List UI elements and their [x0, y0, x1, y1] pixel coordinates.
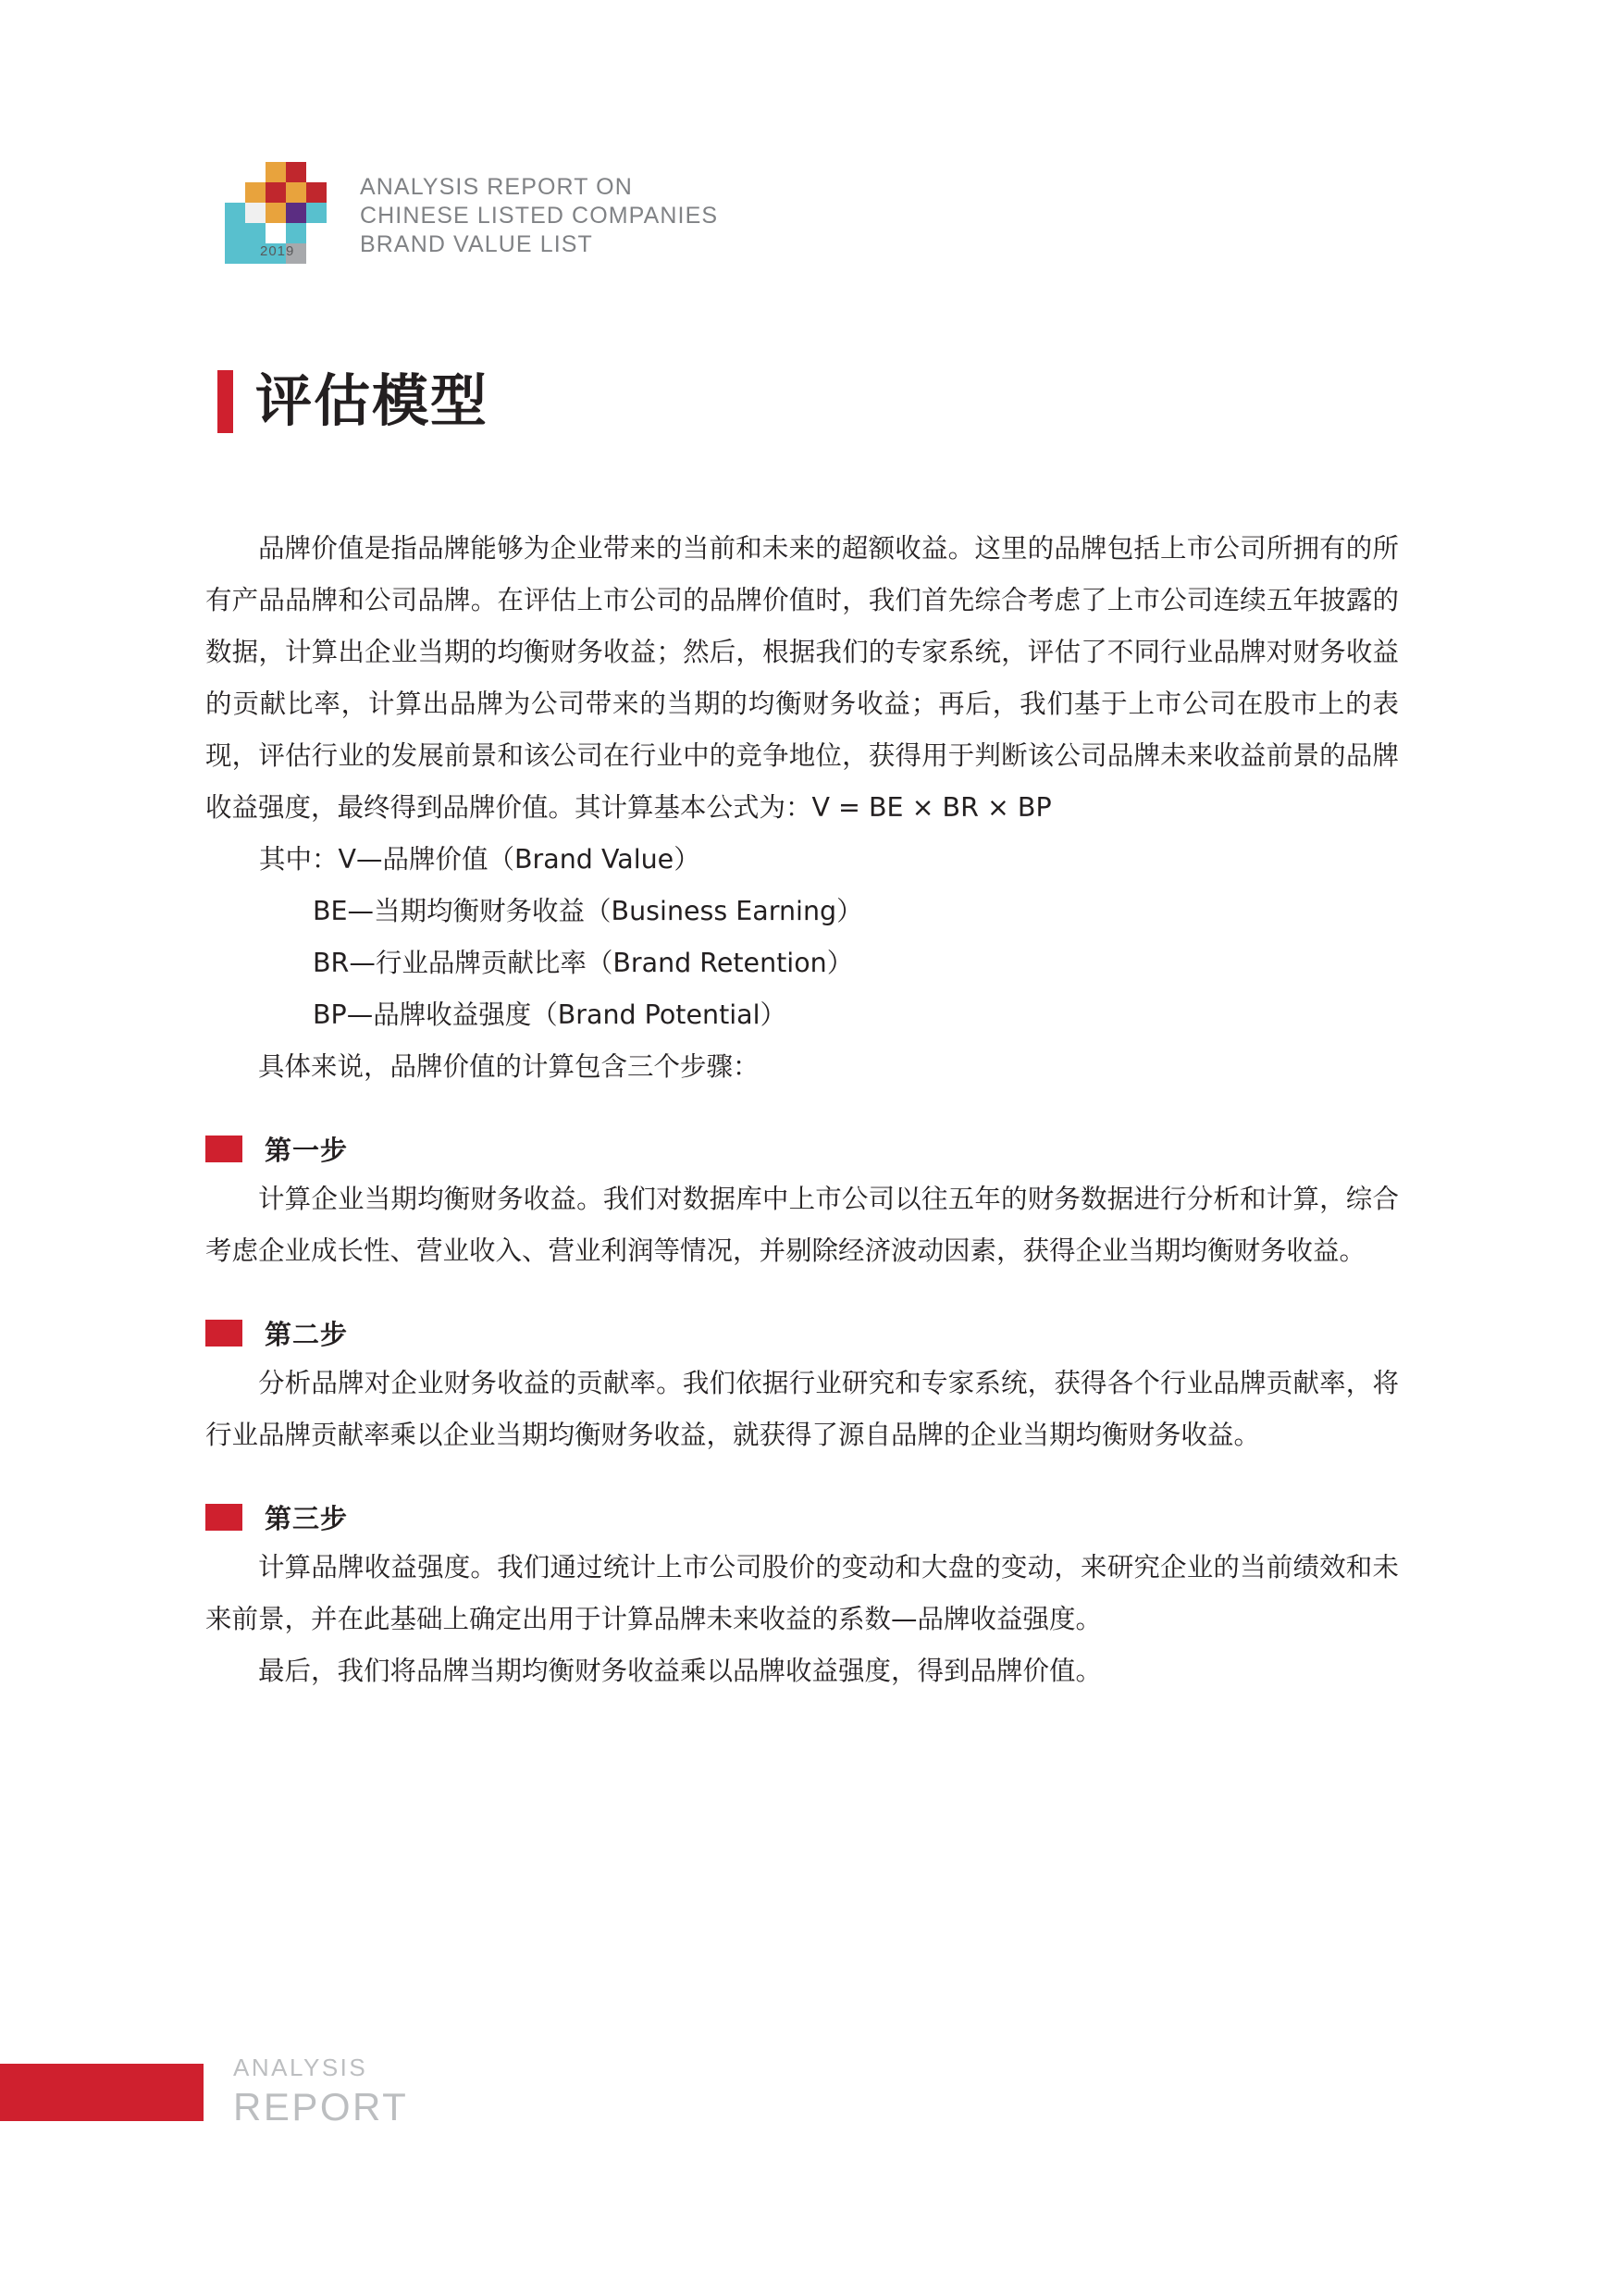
- step-body-1: 计算企业当期均衡财务收益。我们对数据库中上市公司以往五年的财务数据进行分析和计算，综合考虑企业成长性、营业收入、营业利润等情况，并剔除经济波动因素，获得企业当期均衡财务收益。: [205, 1184, 1399, 1266]
- step-body-2: 分析品牌对企业财务收益的贡献率。我们依据行业研究和专家系统，获得各个行业品牌贡献率，将行业品牌贡献率乘以企业当期均衡财务收益，就获得了源自品牌的企业当期均衡财务收益。: [205, 1368, 1399, 1450]
- step-heading-3: [205, 1498, 1399, 1536]
- logo-tile: [306, 203, 327, 223]
- header-line-3: BRAND VALUE LIST: [360, 231, 593, 257]
- footer-bottom-text: REPORT: [233, 2085, 409, 2128]
- logo-year-label: 2019: [260, 243, 295, 259]
- logo-tile: [225, 243, 245, 264]
- logo-tile: [266, 203, 286, 223]
- logo-tile: [286, 182, 306, 203]
- footer-label: [233, 2053, 408, 2130]
- step-heading-1: [205, 1130, 1399, 1168]
- legend-item-v: 其中：V—品牌价值（Brand Value）: [259, 844, 700, 875]
- intro-paragraph: 品牌价值是指品牌能够为企业带来的当前和未来的超额收益。这里的品牌包括上市公司所拥有的所有产品品牌和公司品牌。在评估上市公司的品牌价值时，我们首先综合考虑了上市公司连续五年披露的数据，计算出企业当期的均衡财务收益；然后，根据我们的专家系统，评估了不同行业品牌对财务收益的贡献比率，计算出品牌为公司带来的当期的均衡财务收益；再后，我们基于上市公司在股市上的表现，评估行业的发展前景和该公司在行业中的竞争地位，获得用于判断该公司品牌未来收益前景的品牌收益强度，最终得到品牌价值。其计算基本公式为：V = BE × BR × BP: [205, 533, 1399, 823]
- logo-tile: [286, 223, 306, 243]
- step-body-3: 计算品牌收益强度。我们通过统计上市公司股价的变动和大盘的变动，来研究企业的当前绩效和未来前景，并在此基础上确定出用于计算品牌未来收益的系数—品牌收益强度。: [205, 1552, 1399, 1634]
- brand-logo-icon: [225, 162, 334, 271]
- step-label-2: 第二步: [265, 1319, 349, 1350]
- document-body: [205, 523, 1399, 1697]
- formula-legend: [205, 834, 1399, 1041]
- legend-item-be: BE—当期均衡财务收益（Business Earning）: [313, 896, 863, 926]
- page-title: [217, 370, 488, 433]
- header-line-1: ANALYSIS REPORT ON: [360, 174, 633, 200]
- report-header: [225, 162, 718, 271]
- step-marker-icon: [205, 1320, 242, 1347]
- footer-accent-bar: [0, 2064, 204, 2121]
- logo-tile: [225, 203, 245, 223]
- logo-tile: [266, 182, 286, 203]
- legend-item-br: BR—行业品牌贡献比率（Brand Retention）: [313, 948, 854, 978]
- logo-tile: [286, 203, 306, 223]
- logo-tile: [245, 223, 266, 243]
- step-label-3: 第三步: [265, 1503, 349, 1534]
- title-accent-bar: [217, 370, 233, 433]
- step-label-1: 第一步: [265, 1135, 349, 1166]
- logo-tile: [266, 162, 286, 182]
- logo-tile: [245, 203, 266, 223]
- footer-top-text: ANALYSIS: [233, 2054, 368, 2081]
- steps-lead-paragraph: 具体来说，品牌价值的计算包含三个步骤：: [258, 1051, 760, 1082]
- header-line-2: CHINESE LISTED COMPANIES: [360, 203, 719, 229]
- step-marker-icon: [205, 1504, 242, 1531]
- report-header-title: [360, 162, 718, 259]
- logo-tile: [306, 182, 327, 203]
- legend-item-bp: BP—品牌收益强度（Brand Potential）: [313, 999, 787, 1030]
- logo-tile: [286, 162, 306, 182]
- logo-tile: [225, 223, 245, 243]
- page-title-text: 评估模型: [255, 368, 489, 434]
- step-marker-icon: [205, 1136, 242, 1162]
- closing-paragraph: 最后，我们将品牌当期均衡财务收益乘以品牌收益强度，得到品牌价值。: [258, 1656, 1103, 1686]
- step-heading-2: [205, 1314, 1399, 1352]
- logo-tile: [245, 182, 266, 203]
